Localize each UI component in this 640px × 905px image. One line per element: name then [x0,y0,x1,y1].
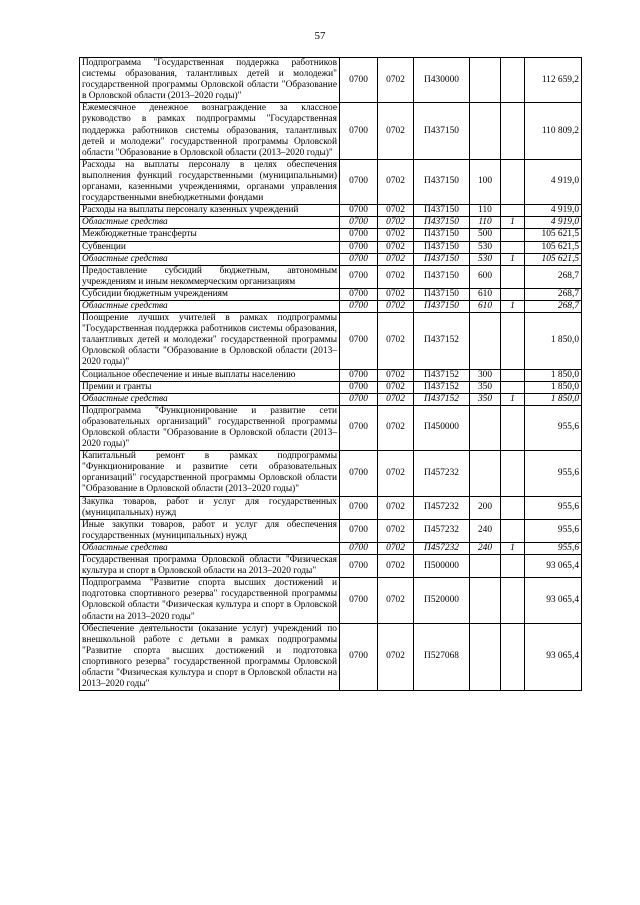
table-row [80,381,582,393]
row-subsection: 0702 [378,381,414,393]
row-name: Областные средства [80,300,340,312]
row-source: 1 [501,253,525,265]
table-row [80,288,582,300]
row-subsection: 0702 [378,300,414,312]
row-expense-type: 500 [470,229,501,241]
row-expense-type: 240 [470,542,501,554]
row-section: 0700 [340,496,378,519]
row-amount: 105 621,5 [525,229,582,241]
row-source [501,159,525,204]
row-section: 0700 [340,58,378,103]
row-amount: 955,6 [525,542,582,554]
row-target-article: П437152 [414,393,470,405]
row-target-article: П437150 [414,217,470,229]
row-subsection: 0702 [378,241,414,253]
row-subsection: 0702 [378,405,414,450]
row-expense-type: 600 [470,265,501,288]
row-expense-type: 200 [470,496,501,519]
table-row [80,578,582,623]
table-row [80,623,582,691]
row-subsection: 0702 [378,229,414,241]
row-subsection: 0702 [378,217,414,229]
row-name: Предоставление субсидий бюджетным, автономным учреждениям и иным некоммерческим организациям [80,265,340,288]
row-section: 0700 [340,313,378,369]
row-amount: 4 919,0 [525,205,582,217]
row-subsection: 0702 [378,253,414,265]
row-target-article: П437150 [414,241,470,253]
row-name: Областные средства [80,217,340,229]
row-amount: 268,7 [525,265,582,288]
row-target-article: П457232 [414,496,470,519]
row-amount: 268,7 [525,288,582,300]
row-expense-type: 110 [470,217,501,229]
row-expense-type [470,578,501,623]
row-amount: 1 850,0 [525,313,582,369]
row-amount: 4 919,0 [525,217,582,229]
row-name: Социальное обеспечение и иные выплаты населению [80,369,340,381]
row-amount: 93 065,4 [525,555,582,578]
row-source [501,405,525,450]
row-amount: 1 850,0 [525,393,582,405]
row-expense-type [470,103,501,159]
row-expense-type [470,313,501,369]
row-source [501,451,525,496]
row-source: 1 [501,300,525,312]
row-amount: 955,6 [525,451,582,496]
row-amount: 955,6 [525,519,582,542]
row-name: Государственная программа Орловской области "Физическая культура и спорт в Орловской области на 2013–2020 годы" [80,555,340,578]
row-source [501,369,525,381]
row-source [501,265,525,288]
row-expense-type: 350 [470,393,501,405]
row-expense-type: 610 [470,300,501,312]
row-subsection: 0702 [378,265,414,288]
row-source: 1 [501,217,525,229]
row-section: 0700 [340,542,378,554]
row-name: Областные средства [80,542,340,554]
row-target-article: П437150 [414,288,470,300]
table-row [80,405,582,450]
row-amount: 112 659,2 [525,58,582,103]
table-row [80,159,582,204]
row-target-article: П437150 [414,229,470,241]
row-subsection: 0702 [378,205,414,217]
row-section: 0700 [340,159,378,204]
row-name: Обеспечение деятельности (оказание услуг) учреждений по внешкольной работе с детьми в рамках подпрограммы "Развитие спорта высших достижений и подготовка спортивного резерва" государственной программы Орловской области "Физическая культура и спорт в Орловской области на 2013–2020 годы" [80,623,340,691]
row-expense-type: 530 [470,241,501,253]
table-row [80,393,582,405]
row-subsection: 0702 [378,159,414,204]
row-subsection: 0702 [378,555,414,578]
row-section: 0700 [340,393,378,405]
table-row [80,253,582,265]
row-source: 1 [501,393,525,405]
row-target-article: П457232 [414,542,470,554]
row-section: 0700 [340,519,378,542]
row-amount: 268,7 [525,300,582,312]
row-name: Областные средства [80,393,340,405]
row-expense-type: 100 [470,159,501,204]
row-subsection: 0702 [378,369,414,381]
row-source [501,381,525,393]
row-section: 0700 [340,300,378,312]
row-name: Ежемесячное денежное вознаграждение за классное руководство в рамках подпрограммы "Государственная поддержка работников системы образования, талантливых детей и молодежи" государственной программы Орловской области "Образование в Орловской области (2013–2020 годы)" [80,103,340,159]
row-section: 0700 [340,253,378,265]
row-name: Иные закупки товаров, работ и услуг для обеспечения государственных (муниципальных) нужд [80,519,340,542]
table-row [80,369,582,381]
row-expense-type [470,623,501,691]
row-source [501,288,525,300]
budget-table [79,57,582,691]
row-expense-type: 240 [470,519,501,542]
row-source [501,58,525,103]
row-name: Расходы на выплаты персоналу в целях обеспечения выполнения функций государственными (муниципальными) органами, казенными учреждениями, органами управления государственными внебюджетными фондами [80,159,340,204]
row-amount: 105 621,5 [525,241,582,253]
row-subsection: 0702 [378,542,414,554]
table-row [80,451,582,496]
row-subsection: 0702 [378,451,414,496]
row-expense-type [470,58,501,103]
table-row [80,241,582,253]
table-row [80,542,582,554]
row-section: 0700 [340,369,378,381]
row-subsection: 0702 [378,623,414,691]
row-amount: 110 809,2 [525,103,582,159]
row-section: 0700 [340,217,378,229]
row-name: Подпрограмма "Развитие спорта высших достижений и подготовка спортивного резерва" государственной программы Орловской области "Физическая культура и спорт в Орловской области на 2013–2020 годы" [80,578,340,623]
row-name: Областные средства [80,253,340,265]
row-amount: 1 850,0 [525,369,582,381]
row-source [501,555,525,578]
row-expense-type: 530 [470,253,501,265]
row-section: 0700 [340,103,378,159]
row-source [501,241,525,253]
row-source [501,103,525,159]
row-target-article: П437150 [414,300,470,312]
table-row [80,229,582,241]
row-target-article: П437152 [414,369,470,381]
table-row [80,519,582,542]
table-row [80,265,582,288]
row-amount: 93 065,4 [525,623,582,691]
row-amount: 4 919,0 [525,159,582,204]
table-row [80,103,582,159]
row-section: 0700 [340,578,378,623]
row-amount: 1 850,0 [525,381,582,393]
row-subsection: 0702 [378,519,414,542]
table-row [80,217,582,229]
row-amount: 955,6 [525,405,582,450]
row-source [501,205,525,217]
row-expense-type [470,451,501,496]
row-name: Премии и гранты [80,381,340,393]
row-section: 0700 [340,555,378,578]
table-row [80,313,582,369]
row-expense-type [470,555,501,578]
row-target-article: П437150 [414,253,470,265]
row-source [501,519,525,542]
row-target-article: П450000 [414,405,470,450]
row-amount: 93 065,4 [525,578,582,623]
row-name: Поощрение лучших учителей в рамках подпрограммы "Государственная поддержка работников системы образования, талантливых детей и молодежи" государственной программы Орловской области "Образование в Орловской области (2013–2020 годы)" [80,313,340,369]
row-section: 0700 [340,265,378,288]
row-section: 0700 [340,205,378,217]
row-target-article: П437152 [414,313,470,369]
row-subsection: 0702 [378,496,414,519]
row-subsection: 0702 [378,288,414,300]
row-name: Субсидии бюджетным учреждениям [80,288,340,300]
row-subsection: 0702 [378,578,414,623]
row-section: 0700 [340,241,378,253]
row-subsection: 0702 [378,103,414,159]
table-row [80,205,582,217]
row-section: 0700 [340,451,378,496]
row-expense-type: 110 [470,205,501,217]
row-name: Закупка товаров, работ и услуг для государственных (муниципальных) нужд [80,496,340,519]
table-row [80,58,582,103]
row-name: Подпрограмма "Государственная поддержка работников системы образования, талантливых детей и молодежи" государственной программы Орловской области "Образование в Орловской области (2013–2020 годы)" [80,58,340,103]
table-row [80,555,582,578]
row-target-article: П437150 [414,205,470,217]
row-section: 0700 [340,405,378,450]
row-expense-type [470,405,501,450]
row-target-article: П457232 [414,451,470,496]
row-expense-type: 300 [470,369,501,381]
row-target-article: П457232 [414,519,470,542]
table-row [80,496,582,519]
table-row [80,300,582,312]
row-target-article: П500000 [414,555,470,578]
row-expense-type: 350 [470,381,501,393]
row-source [501,578,525,623]
row-subsection: 0702 [378,313,414,369]
row-target-article: П527068 [414,623,470,691]
row-target-article: П437150 [414,265,470,288]
row-source [501,496,525,519]
row-target-article: П520000 [414,578,470,623]
row-target-article: П437150 [414,103,470,159]
row-expense-type: 610 [470,288,501,300]
row-subsection: 0702 [378,58,414,103]
row-target-article: П437150 [414,159,470,204]
row-name: Субвенции [80,241,340,253]
row-section: 0700 [340,288,378,300]
row-section: 0700 [340,623,378,691]
row-amount: 955,6 [525,496,582,519]
row-section: 0700 [340,381,378,393]
row-subsection: 0702 [378,393,414,405]
row-name: Подпрограмма "Функционирование и развитие сети образовательных организаций" государственной программы Орловской области "Образование в Орловской области (2013–2020 годы)" [80,405,340,450]
row-section: 0700 [340,229,378,241]
row-source: 1 [501,542,525,554]
row-amount: 105 621,5 [525,253,582,265]
row-name: Капитальный ремонт в рамках подпрограммы "Функционирование и развитие сети образовательных организаций" государственной программы Орловской области "Образование в Орловской области (2013–2020 годы)" [80,451,340,496]
row-name: Межбюджетные трансферты [80,229,340,241]
row-target-article: П430000 [414,58,470,103]
row-source [501,623,525,691]
row-name: Расходы на выплаты персоналу казенных учреждений [80,205,340,217]
row-target-article: П437152 [414,381,470,393]
row-source [501,313,525,369]
page-number: 57 [314,30,326,42]
row-source [501,229,525,241]
